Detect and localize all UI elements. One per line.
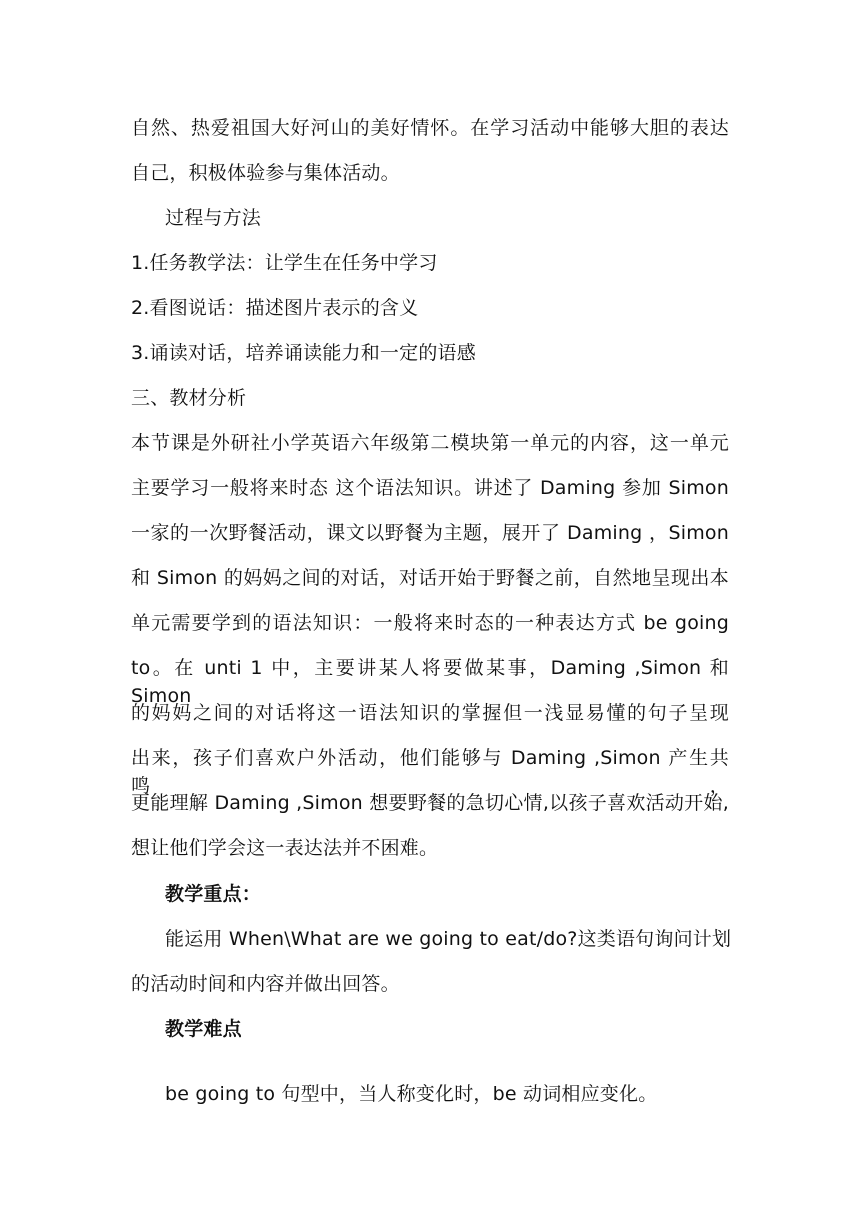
analysis-line-7: 的妈妈之间的对话将这一语法知识的掌握但一浅显易懂的句子呈现 (131, 702, 729, 724)
analysis-line-6: to。在 unti 1 中，主要讲某人将要做某事，Daming ,Simon 和 Simon (131, 657, 729, 707)
intro-line-1: 自然、热爱祖国大好河山的美好情怀。在学习活动中能够大胆的表达 (131, 117, 729, 139)
analysis-line-8: 出来，孩子们喜欢户外活动，他们能够与 Daming ,Simon 产生共鸣， (131, 747, 729, 797)
method-item-1: 1.任务教学法：让学生在任务中学习 (131, 252, 438, 274)
analysis-line-10: 想让他们学会这一表达法并不困难。 (131, 837, 439, 859)
method-item-3: 3.诵读对话，培养诵读能力和一定的语感 (131, 342, 476, 364)
difficulty-text: be going to 句型中，当人称变化时，be 动词相应变化。 (165, 1083, 658, 1105)
intro-line-2: 自己，积极体验参与集体活动。 (131, 162, 400, 184)
analysis-line-5: 单元需要学到的语法知识：一般将来时态的一种表达方式 be going (131, 612, 729, 634)
analysis-line-4: 和 Simon 的妈妈之间的对话，对话开始于野餐之前，自然地呈现出本 (131, 567, 729, 589)
section3-heading: 三、教材分析 (131, 387, 247, 409)
method-item-2: 2.看图说话：描述图片表示的含义 (131, 297, 419, 319)
difficulty-heading: 教学难点 (165, 1018, 242, 1040)
analysis-line-9: 更能理解 Daming ,Simon 想要野餐的急切心情,以孩子喜欢活动开始, (131, 792, 729, 814)
analysis-line-1: 本节课是外研社小学英语六年级第二模块第一单元的内容，这一单元 (131, 432, 729, 454)
process-heading: 过程与方法 (165, 207, 262, 229)
key-points-heading: 教学重点： (165, 883, 262, 905)
analysis-line-3: 一家的一次野餐活动，课文以野餐为主题，展开了 Daming ，Simon (131, 522, 729, 544)
key-points-line-1: 能运用 When\What are we going to eat/do?这类语句询问计划 (165, 928, 732, 950)
analysis-line-2: 主要学习一般将来时态 这个语法知识。讲述了 Daming 参加 Simon (131, 477, 729, 499)
key-points-line-2: 的活动时间和内容并做出回答。 (131, 973, 400, 995)
